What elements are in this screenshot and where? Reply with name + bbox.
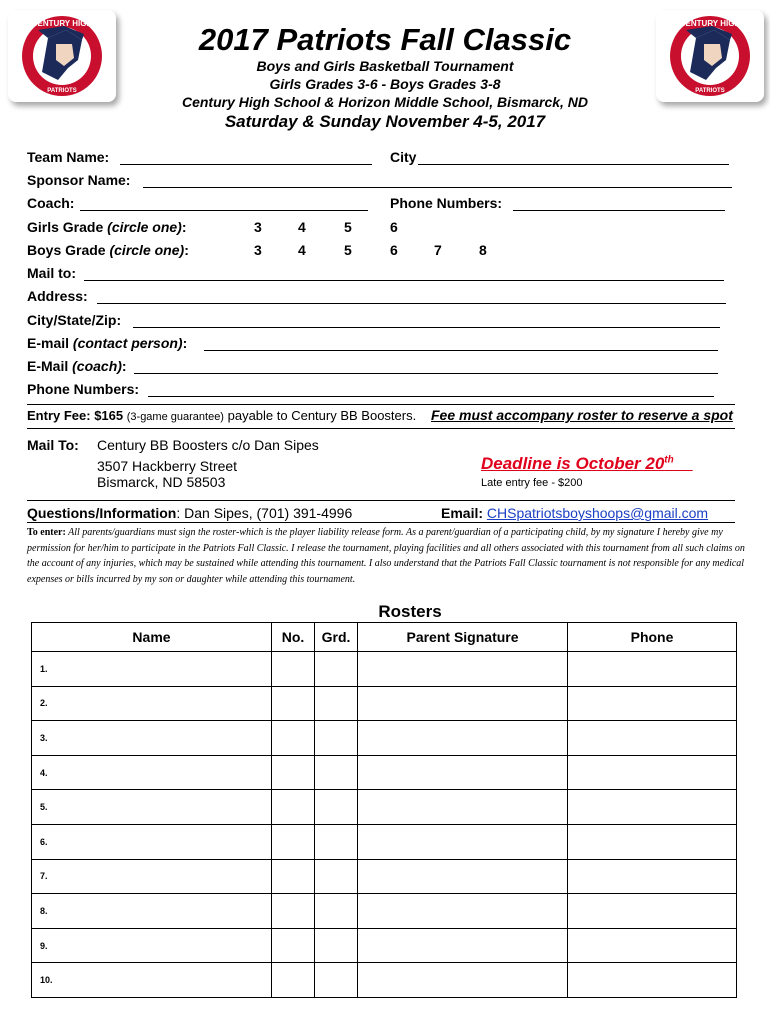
coach-field[interactable] [80, 210, 368, 211]
girls-grade-label: Girls Grade (circle one): [27, 219, 187, 235]
email-contact-label: E-mail (contact person): [27, 335, 188, 351]
cell[interactable] [568, 721, 737, 756]
questions-line: Questions/Information: Dan Sipes, (701) 391-4996 [27, 505, 353, 521]
row-number[interactable]: 6. [32, 824, 272, 859]
cell[interactable] [272, 686, 315, 721]
table-row [32, 824, 737, 859]
divider [27, 500, 735, 501]
cell[interactable] [315, 721, 358, 756]
col-grade: Grd. [315, 623, 358, 652]
cell[interactable] [315, 824, 358, 859]
cell[interactable] [358, 963, 568, 998]
page-title: 2017 Patriots Fall Classic [198, 22, 572, 57]
col-phone: Phone [568, 623, 737, 652]
team-name-field[interactable] [120, 164, 372, 165]
mail-city: Bismarck, ND 58503 [97, 474, 226, 490]
mail-to-label: Mail to: [27, 265, 76, 281]
boys-grade-7[interactable]: 7 [434, 242, 442, 258]
mail-to-box-label: Mail To: [27, 437, 79, 453]
cell[interactable] [315, 963, 358, 998]
cell[interactable] [358, 686, 568, 721]
cell[interactable] [315, 686, 358, 721]
deadline: Deadline is October 20th [481, 454, 674, 473]
cell[interactable] [358, 652, 568, 687]
row-number[interactable]: 8. [32, 894, 272, 929]
boys-grade-3[interactable]: 3 [254, 242, 262, 258]
table-row [32, 963, 737, 998]
roster-title: Rosters [378, 602, 442, 621]
boys-grade-6[interactable]: 6 [390, 242, 398, 258]
divider [27, 404, 735, 405]
col-name: Name [32, 623, 272, 652]
email-coach-label: E-Mail (coach): [27, 358, 127, 374]
event-dates: Saturday & Sunday November 4-5, 2017 [224, 112, 546, 131]
cell[interactable] [315, 928, 358, 963]
col-parent-signature: Parent Signature [358, 623, 568, 652]
cell[interactable] [358, 755, 568, 790]
row-number[interactable]: 2. [32, 686, 272, 721]
cell[interactable] [358, 859, 568, 894]
cell[interactable] [568, 928, 737, 963]
table-row [32, 894, 737, 929]
row-number[interactable]: 7. [32, 859, 272, 894]
cell[interactable] [272, 755, 315, 790]
phone-numbers-field[interactable] [148, 396, 714, 397]
divider [27, 522, 735, 523]
cell[interactable] [272, 824, 315, 859]
phone-numbers-top-label: Phone Numbers: [390, 195, 503, 211]
phone-numbers-top-field[interactable] [513, 210, 725, 211]
girls-grade-4[interactable]: 4 [298, 219, 306, 235]
boys-grade-label: Boys Grade (circle one): [27, 242, 189, 258]
contact-email-link[interactable]: CHSpatriotsboyshoops@gmail.com [486, 505, 709, 521]
email-coach-field[interactable] [134, 373, 718, 374]
girls-grade-5[interactable]: 5 [344, 219, 352, 235]
cell[interactable] [315, 755, 358, 790]
cell[interactable] [272, 859, 315, 894]
mail-to-field[interactable] [84, 280, 724, 281]
row-number[interactable]: 3. [32, 721, 272, 756]
girls-grade-3[interactable]: 3 [254, 219, 262, 235]
table-row [32, 928, 737, 963]
table-row [32, 721, 737, 756]
address-label: Address: [27, 288, 88, 304]
late-fee: Late entry fee - $200 [481, 477, 583, 489]
coach-label: Coach: [27, 195, 75, 211]
city-state-zip-label: City/State/Zip: [27, 312, 122, 328]
divider [27, 428, 735, 429]
subtitle-tournament: Boys and Girls Basketball Tournament [256, 58, 514, 74]
logo-top-text: CENTURY HIGH [31, 19, 93, 28]
cell[interactable] [568, 652, 737, 687]
row-number[interactable]: 5. [32, 790, 272, 825]
cell[interactable] [315, 859, 358, 894]
cell[interactable] [568, 755, 737, 790]
cell[interactable] [272, 963, 315, 998]
logo-bottom-text: PATRIOTS [47, 88, 77, 94]
roster-header-row [32, 623, 737, 652]
release-text [27, 525, 747, 587]
cell[interactable] [272, 928, 315, 963]
boys-grade-5[interactable]: 5 [344, 242, 352, 258]
city-state-zip-field[interactable] [133, 327, 720, 328]
boys-grade-4[interactable]: 4 [298, 242, 306, 258]
cell[interactable] [272, 652, 315, 687]
entry-fee-line: Entry Fee: $165 (3-game guarantee) payable to Century BB Boosters. [27, 408, 417, 423]
sponsor-name-label: Sponsor Name: [27, 172, 131, 188]
cell[interactable] [358, 824, 568, 859]
cell[interactable] [568, 824, 737, 859]
sponsor-name-field[interactable] [143, 187, 732, 188]
logo-top-text: CENTURY HIGH [679, 19, 741, 28]
city-field[interactable] [418, 164, 729, 165]
col-number: No. [272, 623, 315, 652]
cell[interactable] [272, 721, 315, 756]
cell[interactable] [568, 894, 737, 929]
to-enter-label: To enter: [27, 527, 66, 538]
cell[interactable] [358, 721, 568, 756]
address-field[interactable] [97, 303, 726, 304]
table-row [32, 755, 737, 790]
release-body: All parents/guardians must sign the roster-which is the player liability release form. As a parent/guardian of a participating child, by my signature I hereby give my permission for her/him to participate in the Patriots Fall Classic. I release the tournament, playing facilities and all others associated with this tournament from all such claims on the account of any injuries, which may be sustained while attending this tournament. I also understand that the Patriots Fall Classic tournament is not responsible for any medical expenses or bills incurred by my son or daughter while attending this tournament. [27, 527, 745, 585]
contact-email-line: Email: CHSpatriotsboyshoops@gmail.com [441, 505, 709, 521]
table-row [32, 790, 737, 825]
subtitle-grades: Girls Grades 3-6 - Boys Grades 3-8 [269, 76, 501, 92]
cell[interactable] [358, 894, 568, 929]
logo-bottom-text: PATRIOTS [695, 88, 725, 94]
cell[interactable] [568, 859, 737, 894]
cell[interactable] [568, 686, 737, 721]
phone-numbers-label: Phone Numbers: [27, 381, 140, 397]
cell[interactable] [568, 963, 737, 998]
cell[interactable] [315, 652, 358, 687]
cell[interactable] [315, 790, 358, 825]
cell[interactable] [358, 790, 568, 825]
boys-grade-8[interactable]: 8 [479, 242, 487, 258]
cell[interactable] [568, 790, 737, 825]
girls-grade-6[interactable]: 6 [390, 219, 398, 235]
subtitle-location: Century High School & Horizon Middle School, Bismarck, ND [181, 94, 589, 110]
row-number[interactable]: 4. [32, 755, 272, 790]
row-number[interactable]: 10. [32, 963, 272, 998]
email-contact-field[interactable] [204, 350, 718, 351]
fee-note: Fee must accompany roster to reserve a spot [431, 407, 733, 423]
team-name-label: Team Name: [27, 149, 110, 165]
cell[interactable] [272, 790, 315, 825]
mail-street: 3507 Hackberry Street [97, 458, 238, 474]
cell[interactable] [272, 894, 315, 929]
city-label: City [390, 149, 417, 165]
row-number[interactable]: 1. [32, 652, 272, 687]
table-row [32, 859, 737, 894]
roster-table [31, 622, 737, 998]
cell[interactable] [358, 928, 568, 963]
table-row [32, 686, 737, 721]
cell[interactable] [315, 894, 358, 929]
row-number[interactable]: 9. [32, 928, 272, 963]
table-row [32, 652, 737, 687]
mail-name: Century BB Boosters c/o Dan Sipes [97, 437, 319, 453]
